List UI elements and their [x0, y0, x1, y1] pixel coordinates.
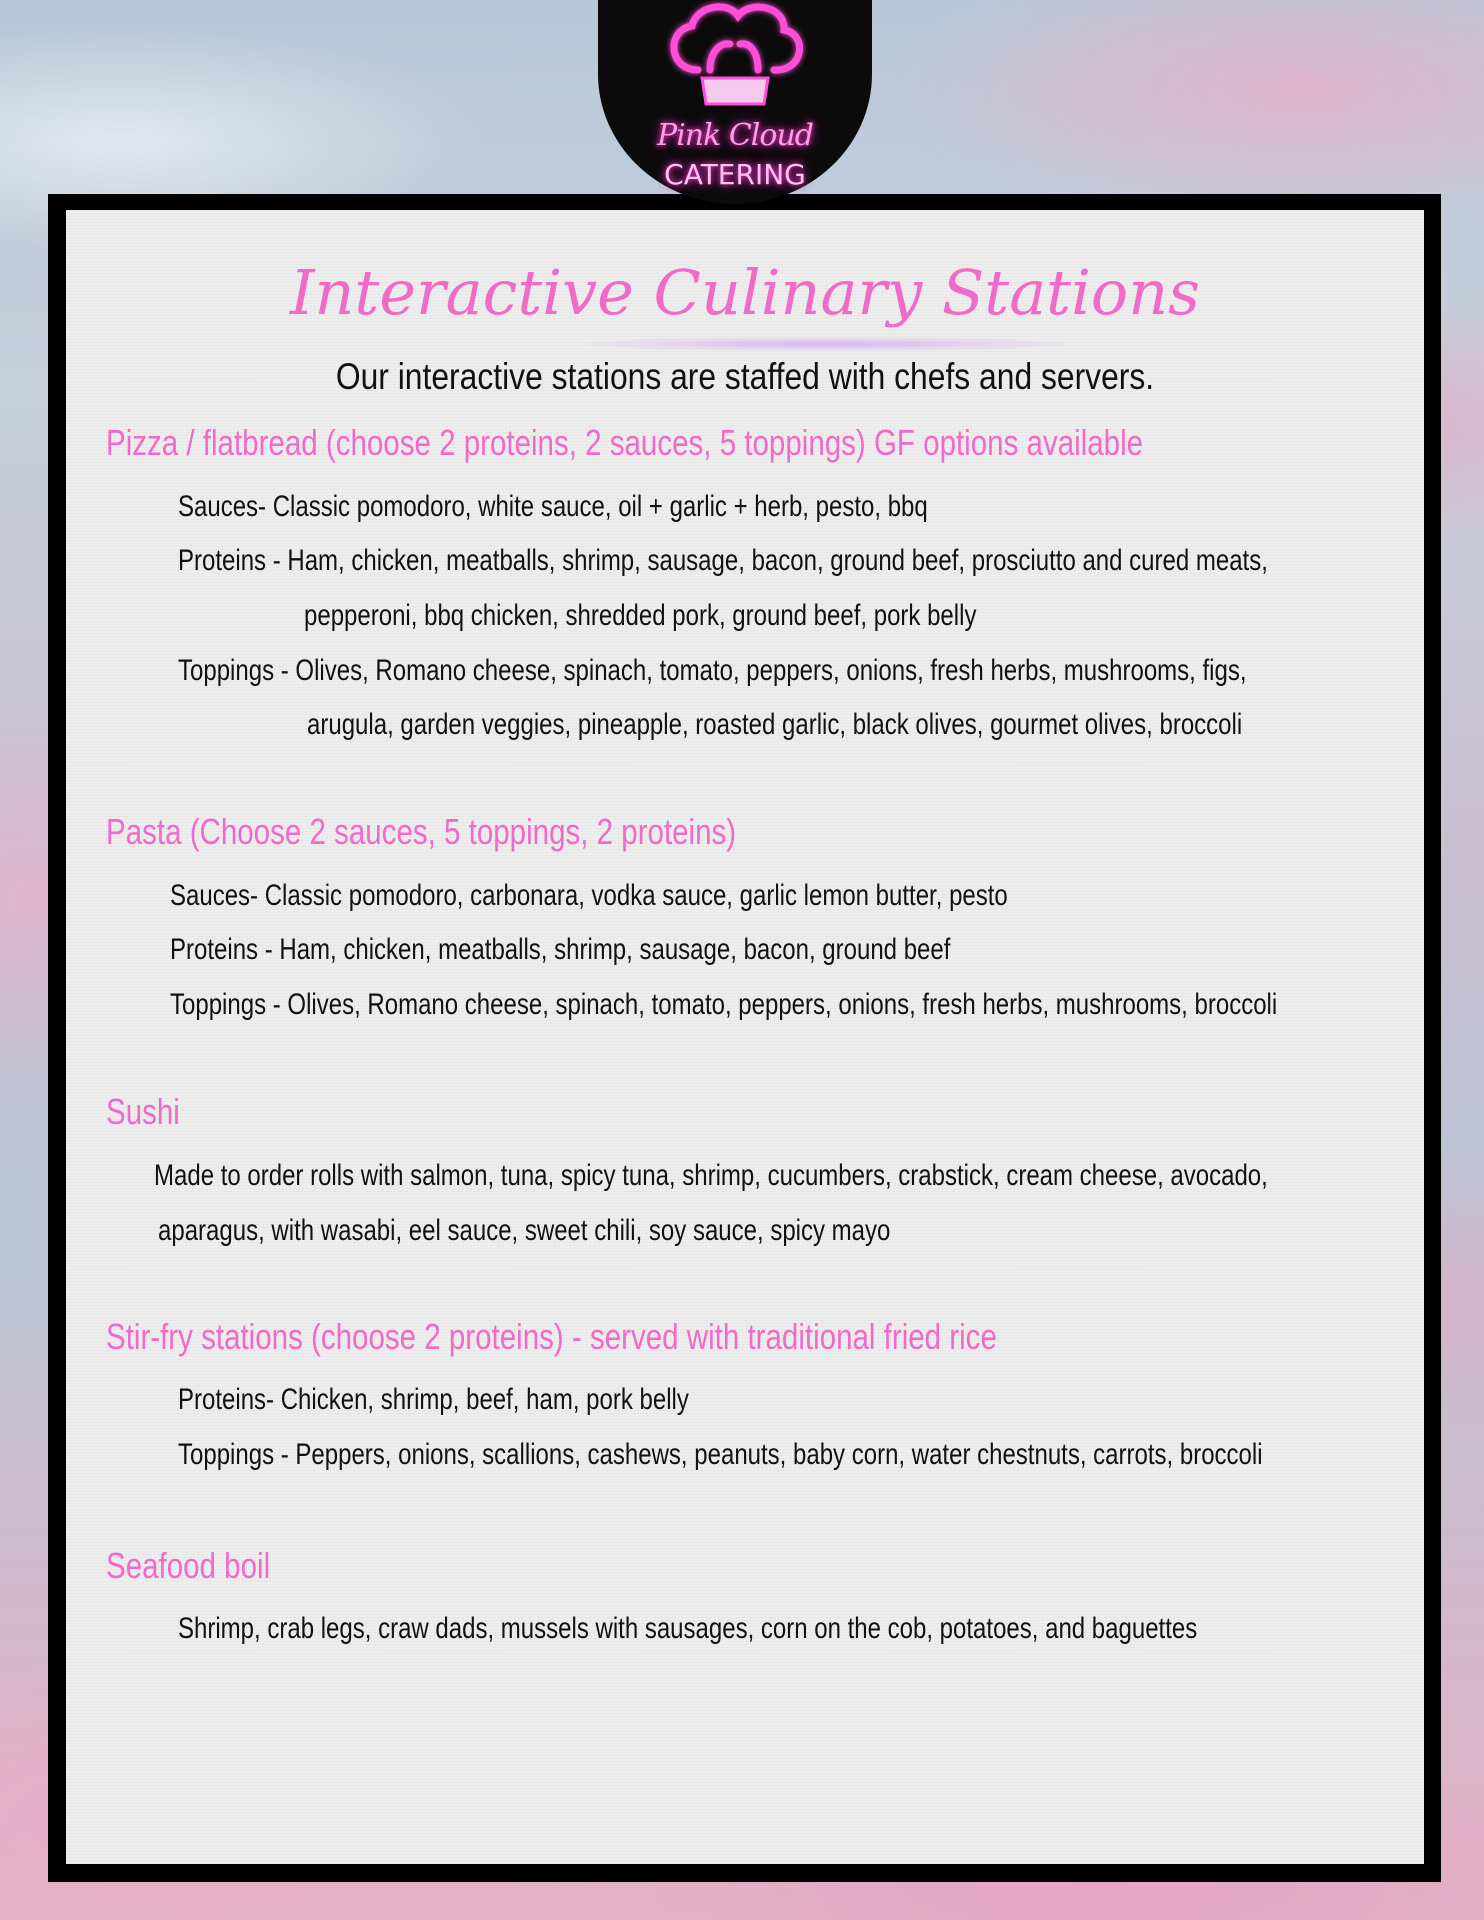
page-subtitle: Our interactive stations are staffed with chefs and servers.	[335, 356, 1155, 397]
pizza-sauces: Sauces- Classic pomodoro, white sauce, oil + garlic + herb, pesto, bbq	[178, 490, 928, 523]
section-heading-seafood: Seafood boil	[106, 1545, 271, 1586]
stirfry-toppings: Toppings - Peppers, onions, scallions, cashews, peanuts, baby corn, water chestnuts, carrots, broccoli	[178, 1438, 1263, 1471]
logo-caps-text: CATERING	[664, 158, 806, 191]
chef-hat-icon	[658, 0, 812, 110]
stirfry-proteins: Proteins- Chicken, shrimp, beef, ham, pork belly	[178, 1383, 689, 1416]
pizza-toppings-cont: arugula, garden veggies, pineapple, roasted garlic, black olives, gourmet olives, broccoli	[307, 708, 1243, 741]
page-title: Interactive Culinary Stations	[290, 256, 1200, 329]
menu-frame	[48, 194, 1441, 1882]
seafood-line: Shrimp, crab legs, craw dads, mussels with sausages, corn on the cob, potatoes, and baguettes	[178, 1612, 1198, 1645]
pasta-sauces: Sauces- Classic pomodoro, carbonara, vodka sauce, garlic lemon butter, pesto	[170, 879, 1008, 912]
pizza-proteins: Proteins - Ham, chicken, meatballs, shrimp, sausage, bacon, ground beef, prosciutto and cured meats,	[178, 544, 1268, 577]
section-heading-stirfry: Stir-fry stations (choose 2 proteins) - served with traditional fried rice	[106, 1316, 997, 1357]
sushi-line-1: Made to order rolls with salmon, tuna, spicy tuna, shrimp, cucumbers, crabstick, cream cheese, avocado,	[154, 1159, 1268, 1192]
section-heading-sushi: Sushi	[106, 1091, 180, 1132]
pasta-toppings: Toppings - Olives, Romano cheese, spinach, tomato, peppers, onions, fresh herbs, mushrooms, broccoli	[170, 988, 1278, 1021]
brand-logo	[598, 0, 872, 204]
title-underline-glow	[566, 336, 1086, 352]
pizza-toppings: Toppings - Olives, Romano cheese, spinach, tomato, peppers, onions, fresh herbs, mushrooms, figs,	[178, 654, 1247, 687]
section-heading-pizza: Pizza / flatbread (choose 2 proteins, 2 sauces, 5 toppings) GF options available	[106, 422, 1144, 463]
logo-script-text: Pink Cloud	[657, 118, 813, 153]
pizza-proteins-cont: pepperoni, bbq chicken, shredded pork, ground beef, pork belly	[304, 599, 977, 632]
pasta-proteins: Proteins - Ham, chicken, meatballs, shrimp, sausage, bacon, ground beef	[170, 933, 951, 966]
sushi-line-2: aparagus, with wasabi, eel sauce, sweet chili, soy sauce, spicy mayo	[158, 1214, 891, 1247]
menu-paper	[66, 210, 1424, 1864]
section-heading-pasta: Pasta (Choose 2 sauces, 5 toppings, 2 proteins)	[106, 811, 737, 852]
